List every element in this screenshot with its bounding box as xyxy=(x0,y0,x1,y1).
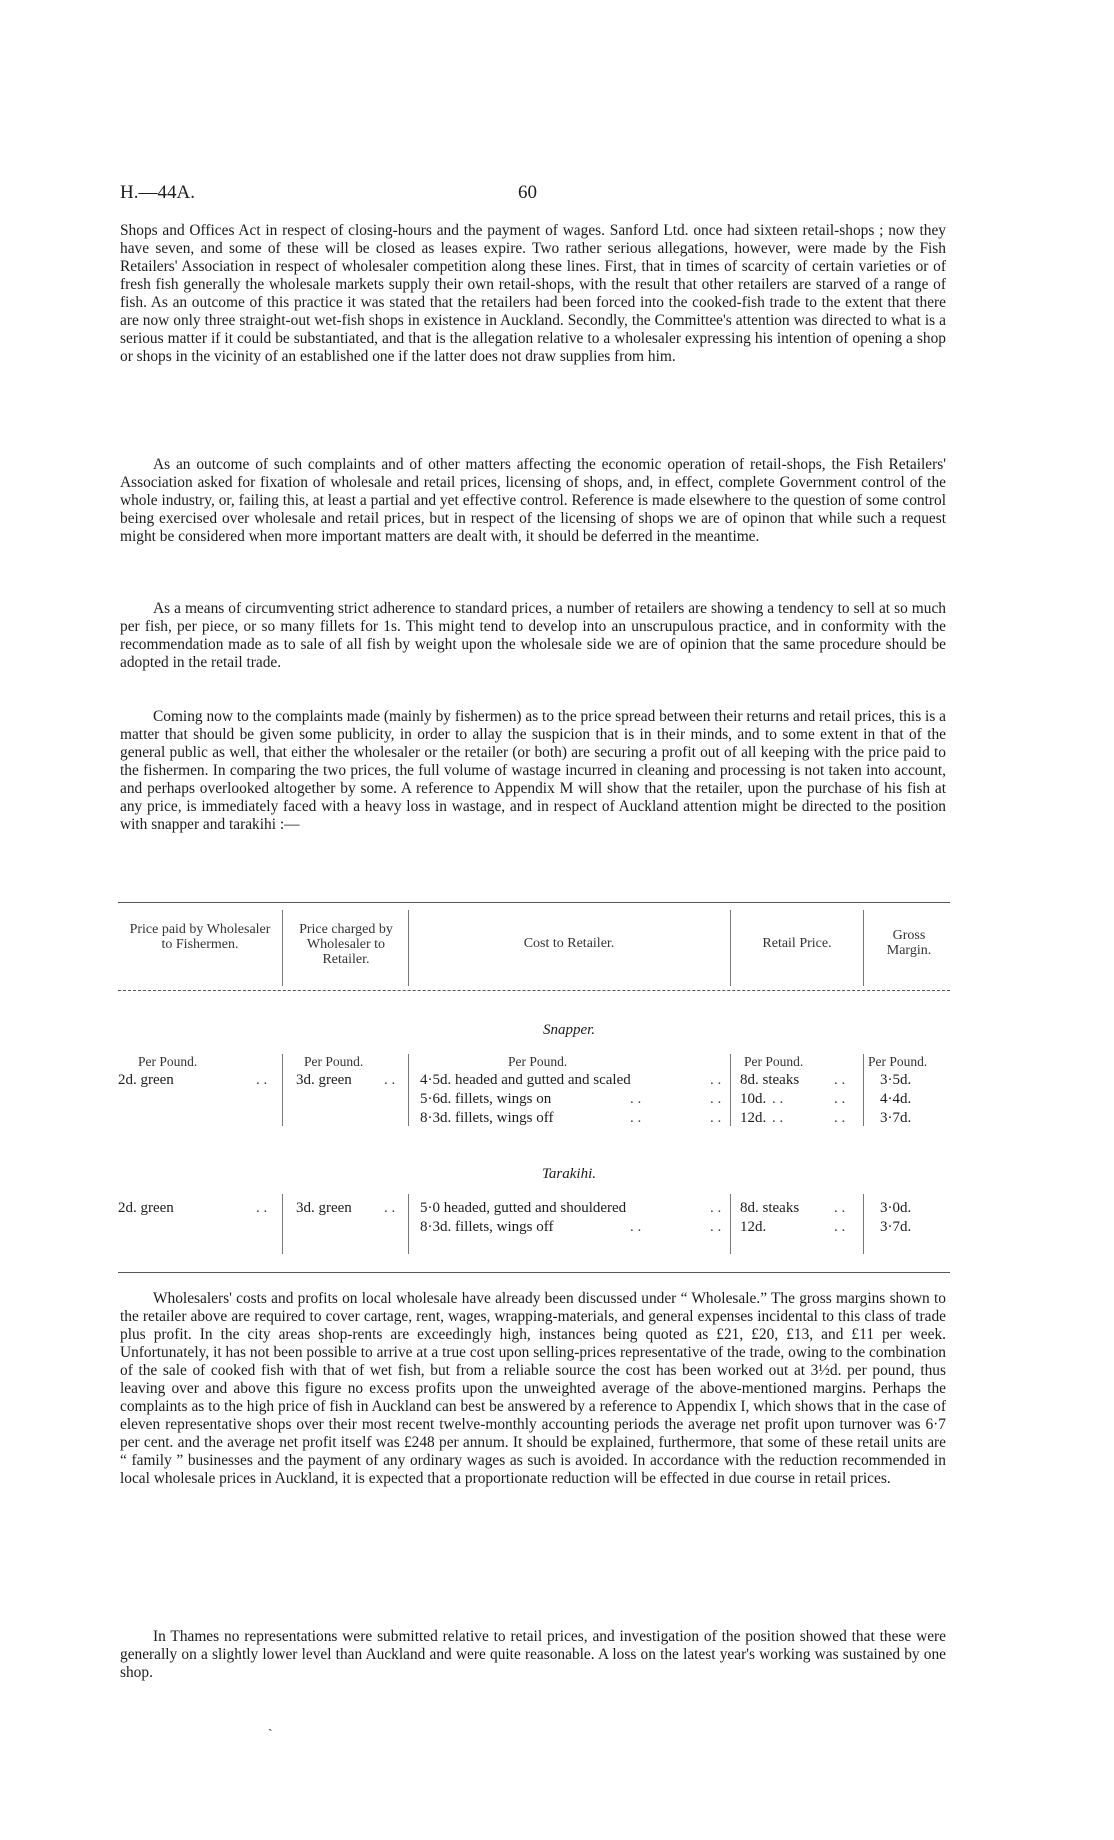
page-header xyxy=(120,182,1000,208)
paragraph-circumventing-prices: As a means of circumventing strict adherence to standard prices, a number of retailers are showing a tendency to sell at so much per fish, per piece, or so many fillets for 1s. This might tend to develop into an unscrupulous practice, and in conformity with the recommendation made as to sale of all fish by weight upon the wholesale side we are of opinion that the same procedure should be adopted in the retail trade. xyxy=(120,600,946,671)
paragraph-wholesalers-costs: Wholesalers' costs and profits on local wholesale have already been discussed under “ Wholesale.” The gross margins shown to the retailer above are required to cover cartage, rent, wages, wrapping-materials, and general expenses incidental to this class of trade plus profit. In the city areas shop-rents are exceedingly high, instances being quoted as £21, £20, £13, and £11 per week. Unfortunately, it has not been possible to arrive at a true cost upon selling-prices representative of the trade, owing to the combination of the sale of cooked fish with that of wet fish, but from a reliable source the cost has been worked out at 3½d. per pound, thus leaving over and above this figure no excess profits upon the unweighted average of the above-mentioned margins. Perhaps the complaints as to the high price of fish in Auckland can best be answered by a reference to Appendix I, which shows that in the case of eleven representative shops over their most recent twelve-monthly accounting periods the average net profit upon turnover was 6·7 per cent. and the average net profit itself was £248 per annum. It should be explained, furthermore, that some of these retail units are “ family ” businesses and the payment of any ordinary wages as such is avoided. In accordance with the reduction recommended in local wholesale prices in Auckland, it is expected that a proportionate reduction will be effected in due course in retail prices. xyxy=(120,1290,946,1487)
page-number: 60 xyxy=(518,182,537,203)
tarakihi-retail-row: 8d. steaks xyxy=(740,1200,800,1216)
tarakihi-price-paid: 2d. green xyxy=(118,1200,174,1216)
column-divider xyxy=(863,1194,864,1254)
unit-label: Per Pound. xyxy=(304,1054,364,1069)
price-margin-table: Price paid by Wholesaler to Fishermen. Price charged by Wholesaler to Retailer. Cost to Retailer. Retail Price. Gross Margin. Snapper. Per Pound. Per Pound. Per Pound. Per Pound. Per Pound. 2d. green . . 3d. green . . 4·5d. headed and gutted and scaled . . 8d. steaks . . 3·5d. 5·6d. fillets, wings on . . . . 10d. . . . . 4·4d. 8·3d. fillets, wings off . . . . 12d. . . . . 3·7d. Tarakihi. 2d. green . . 3d. green . . 5·0 headed, gutted and shouldered . . 8d. steaks . . 3·0d. 8·3d. fillets, wings off . . . . 12d. . . 3·7d. xyxy=(118,902,950,1274)
snapper-price-charged: 3d. green xyxy=(296,1072,352,1088)
header-price-charged: Price charged by Wholesaler to Retailer. xyxy=(299,922,393,967)
column-divider xyxy=(282,1194,283,1254)
header-gross-margin: Gross Margin. xyxy=(886,928,932,958)
snapper-cost-row: 5·6d. fillets, wings on xyxy=(420,1091,552,1107)
column-divider xyxy=(730,910,731,986)
snapper-cost-row: 8·3d. fillets, wings off xyxy=(420,1110,554,1126)
header-cost-to-retailer: Cost to Retailer. xyxy=(523,936,615,951)
header-retail-price: Retail Price. xyxy=(762,936,832,951)
tarakihi-margin-row: 3·7d. xyxy=(880,1219,912,1235)
stray-mark: ˎ xyxy=(268,1717,273,1732)
snapper-retail-row: 10d. xyxy=(740,1091,767,1107)
tarakihi-margin-row: 3·0d. xyxy=(880,1200,912,1216)
paragraph-price-spread: Coming now to the complaints made (mainly by fishermen) as to the price spread between their returns and retail prices, this is a matter that should be given some publicity, in order to allay the suspicion that is in their minds, and to some extent in that of the general public as well, that either the wholesaler or the retailer (or both) are securing a profit out of all keeping with the price paid to the fishermen. In comparing the two prices, the full volume of wastage incurred in cleaning and processing is not taken into account, and perhaps overlooked altogether by some. A reference to Appendix M will show that the retailer, upon the purchase of his fish at any price, is immediately faced with a heavy loss in wastage, and in respect of Auckland attention might be directed to the position with snapper and tarakihi :— xyxy=(120,708,946,833)
snapper-cost-row: 4·5d. headed and gutted and scaled xyxy=(420,1072,631,1088)
snapper-price-paid: 2d. green xyxy=(118,1072,174,1088)
section-title-snapper: Snapper. xyxy=(542,1022,596,1038)
table-top-rule xyxy=(118,902,950,903)
unit-label: Per Pound. xyxy=(868,1054,928,1069)
column-divider xyxy=(863,910,864,986)
column-divider xyxy=(730,1194,731,1254)
snapper-retail-row: 8d. steaks xyxy=(740,1072,800,1088)
paragraph-retailers-association: As an outcome of such complaints and of other matters affecting the economic operation of retail-shops, the Fish Retailers' Association asked for fixation of wholesale and retail prices, licensing of shops, and, in effect, complete Government control of the whole industry, or, failing this, at least a partial and yet effective control. Reference is made elsewhere to the question of some control being exercised over wholesale and retail prices, but in respect of the licensing of shops we are of opinon that while such a request might be considered when more important matters are dealt with, it should be deferred in the meantime. xyxy=(120,456,946,545)
snapper-retail-row: 12d. xyxy=(740,1110,767,1126)
column-divider xyxy=(282,910,283,986)
unit-label: Per Pound. xyxy=(138,1054,198,1069)
paragraph-thames: In Thames no representations were submitted relative to retail prices, and investigation of the position showed that these were generally on a slightly lower level than Auckland and were quite reasonable. A loss on the latest year's working was sustained by one shop. xyxy=(120,1628,946,1681)
tarakihi-cost-row: 8·3d. fillets, wings off xyxy=(420,1219,554,1235)
unit-label: Per Pound. xyxy=(744,1054,804,1069)
column-divider xyxy=(282,1054,283,1126)
section-title-tarakihi: Tarakihi. xyxy=(541,1166,597,1182)
paragraph-shops-allegations: Shops and Offices Act in respect of closing-hours and the payment of wages. Sanford Ltd. once had sixteen retail-shops ; now they have seven, and some of these will be closed as leases expire. Two rather serious allegations, however, were made by the Fish Retailers' Association in respect of wholesaler competition along these lines. First, that in times of scarcity of certain varieties or of fresh fish generally the wholesale markets supply their own retail-shops, with the result that other retailers are starved of a range of fish. As an outcome of this practice it was stated that the retailers had been forced into the cooked-fish trade to the extent that there are now only three straight-out wet-fish shops in existence in Auckland. Secondly, the Committee's attention was directed to what is a serious matter if it could be substantiated, and that is the allegation relative to a wholesaler expressing his intention of opening a shop or shops in the vicinity of an established one if the latter does not draw supplies from him. xyxy=(120,222,946,365)
tarakihi-price-charged: 3d. green xyxy=(296,1200,352,1216)
snapper-margin-row: 4·4d. xyxy=(880,1091,912,1107)
snapper-margin-row: 3·7d. xyxy=(880,1110,912,1126)
header-price-paid: Price paid by Wholesaler to Fishermen. xyxy=(129,922,271,952)
column-divider xyxy=(408,910,409,986)
table-bottom-rule xyxy=(118,1272,950,1273)
unit-label: Per Pound. xyxy=(508,1054,568,1069)
document-reference: H.—44A. xyxy=(120,182,195,203)
table-header-rule xyxy=(118,990,950,991)
column-divider xyxy=(730,1054,731,1126)
column-divider xyxy=(408,1194,409,1254)
column-divider xyxy=(863,1054,864,1126)
snapper-margin-row: 3·5d. xyxy=(880,1072,912,1088)
column-divider xyxy=(408,1054,409,1126)
tarakihi-retail-row: 12d. xyxy=(740,1219,767,1235)
tarakihi-cost-row: 5·0 headed, gutted and shouldered xyxy=(420,1200,627,1216)
